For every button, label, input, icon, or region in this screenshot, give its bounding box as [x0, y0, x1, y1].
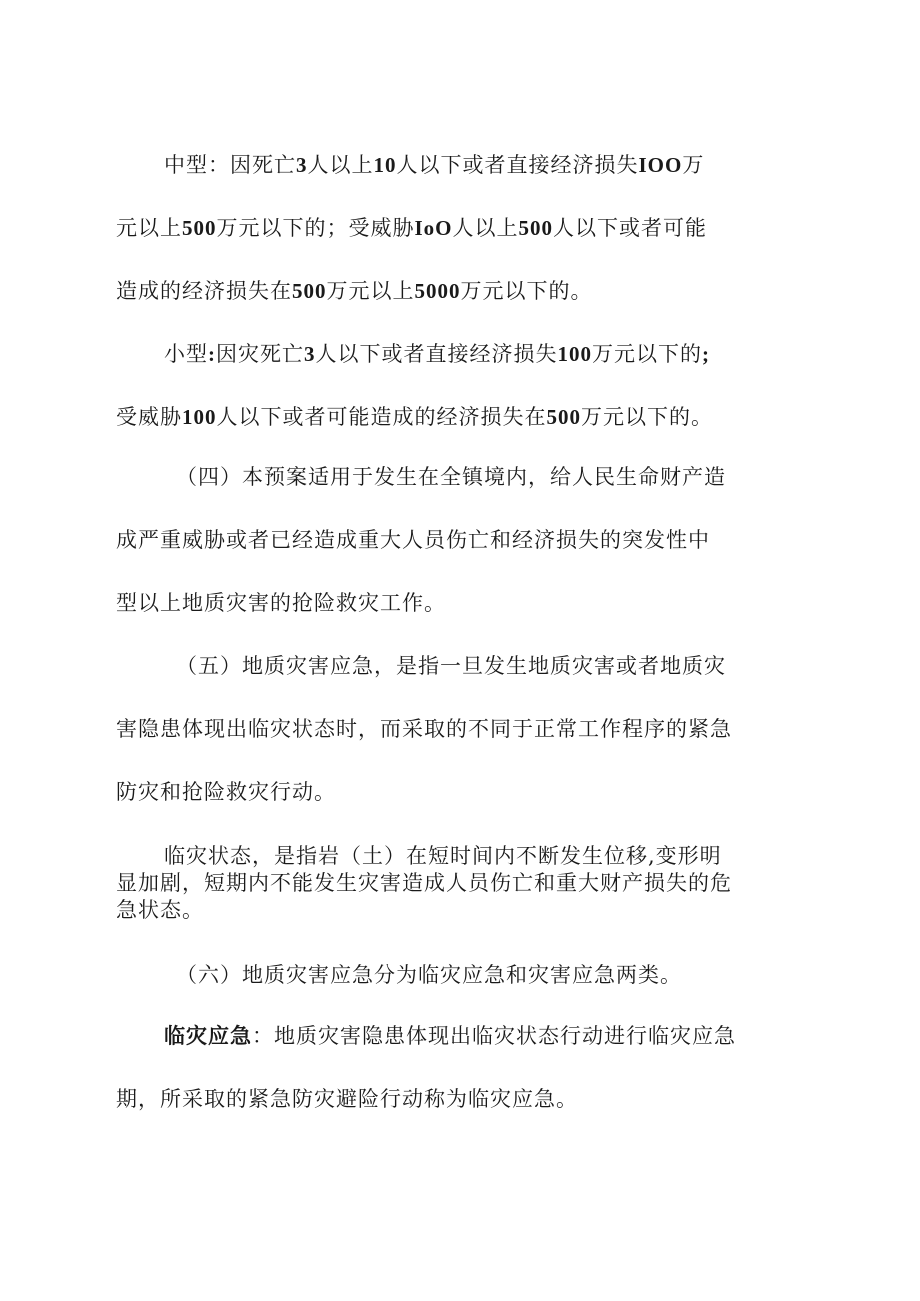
paragraph-medium-scale — [116, 150, 766, 339]
paragraph-line: 元以上500万元以下的；受威胁IoO人以上500人以下或者可能 — [116, 216, 708, 240]
paragraph-line: 成严重威胁或者已经造成重大人员伤亡和经济损失的突发性中 — [116, 528, 710, 552]
paragraph-line: 中型：因死亡3人以上10人以下或者直接经济损失IOO万 — [164, 153, 705, 177]
term-imminent-response: 临灾应急 — [164, 1024, 252, 1048]
paragraph-line: 小型:因灾死亡3人以下或者直接经济损失100万元以下的; — [164, 342, 710, 366]
paragraph-imminent-response — [116, 1021, 766, 1147]
paragraph-line: （六）地质灾害应急分为临灾应急和灾害应急两类。 — [176, 963, 682, 987]
paragraph-line: （五）地质灾害应急，是指一旦发生地质灾害或者地质灾 — [176, 654, 726, 678]
paragraph-line: 造成的经济损失在500万元以上5000万元以下的。 — [116, 279, 593, 303]
paragraph-line: 临灾应急：地质灾害隐患体现出临灾状态行动进行临灾应急 — [164, 1024, 736, 1048]
paragraph-line: 急状态。 — [116, 898, 204, 922]
paragraph-section-5 — [116, 651, 766, 840]
paragraph-small-scale — [116, 339, 766, 465]
paragraph-section-6 — [116, 960, 766, 1023]
paragraph-line: 期，所采取的紧急防灾避险行动称为临灾应急。 — [116, 1087, 578, 1111]
paragraph-line: 防灾和抢险救灾行动。 — [116, 780, 336, 804]
paragraph-line: 害隐患体现出临灾状态时，而采取的不同于正常工作程序的紧急 — [116, 717, 732, 741]
paragraph-line: 临灾状态，是指岩（土）在短时间内不断发生位移,变形明 — [164, 844, 722, 868]
paragraph-line: 型以上地质灾害的抢险救灾工作。 — [116, 591, 446, 615]
paragraph-line: （四）本预案适用于发生在全镇境内，给人民生命财产造 — [176, 465, 726, 489]
paragraph-line: 受威胁100人以下或者可能造成的经济损失在500万元以下的。 — [116, 405, 713, 429]
paragraph-line: 显加剧，短期内不能发生灾害造成人员伤亡和重大财产损失的危 — [116, 871, 732, 895]
paragraph-section-4 — [116, 462, 766, 651]
paragraph-imminent-state — [116, 843, 766, 924]
